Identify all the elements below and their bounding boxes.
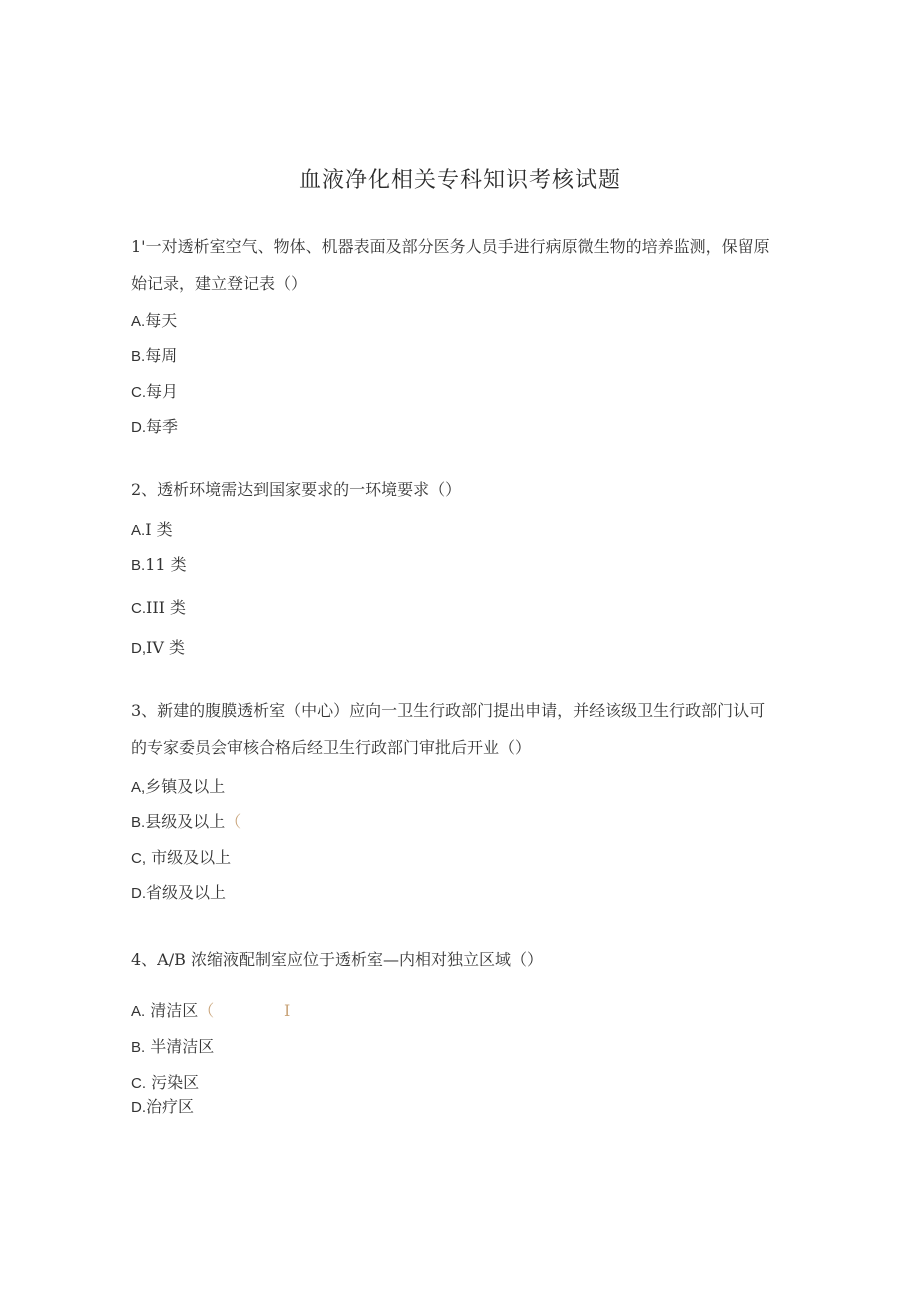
- option-text: 每季: [146, 417, 179, 436]
- option-letter: C.: [131, 600, 146, 617]
- question-2-option-b: [131, 555, 187, 576]
- stray-mark: （: [198, 1001, 215, 1020]
- option-text: 省级及以上: [146, 883, 227, 902]
- question-2-option-d: [131, 638, 185, 659]
- question-1-stem: 1'一对透析室空气、物体、机器表面及部分医务人员手进行病原微生物的培养监测，保留原始记录，建立登记表（）: [131, 237, 770, 293]
- option-letter: C,: [131, 850, 146, 867]
- question-3-option-b: [131, 812, 241, 833]
- option-letter: A.: [131, 313, 146, 330]
- question-4-option-c: [131, 1073, 199, 1094]
- option-text: 清洁区: [145, 1001, 199, 1020]
- option-text: 县级及以上: [145, 812, 226, 831]
- stray-mark: （: [225, 812, 242, 831]
- stray-mark: I: [284, 1001, 291, 1020]
- question-3-stem: 3、新建的腹膜透析室（中心）应向一卫生行政部门提出申请，并经该级卫生行政部门认可的专家委员会审核合格后经卫生行政部门审批后开业（）: [131, 701, 766, 757]
- question-3-option-a: [131, 777, 225, 798]
- option-letter: D.: [131, 419, 146, 436]
- option-text: III 类: [146, 598, 187, 617]
- page-title: 血液净化相关专科知识考核试题: [298, 168, 621, 193]
- question-1-option-d: [131, 417, 178, 438]
- question-1-option-a: [131, 311, 177, 332]
- question-2-stem: 2、透析环境需达到国家要求的一环境要求（）: [131, 480, 462, 499]
- option-text: 半清洁区: [145, 1037, 215, 1056]
- option-text: 市级及以上: [146, 848, 232, 867]
- question-4-option-d: [131, 1097, 194, 1118]
- option-letter: A.: [131, 522, 146, 539]
- question-3-option-c: [131, 848, 231, 869]
- option-letter: D.: [131, 885, 146, 902]
- option-text: I 类: [145, 520, 173, 539]
- option-letter: C.: [131, 384, 146, 401]
- option-text: 每月: [146, 382, 179, 401]
- option-letter: A.: [131, 1003, 146, 1020]
- option-letter: D.: [131, 1099, 146, 1116]
- question-4-stem: 4、A/B 浓缩液配制室应位于透析室—内相对独立区域（）: [131, 950, 543, 969]
- option-letter: B.: [131, 557, 146, 574]
- option-text: 污染区: [146, 1073, 200, 1092]
- option-text: 每天: [145, 311, 178, 330]
- option-text: 乡镇及以上: [145, 777, 226, 796]
- option-text: 每周: [145, 346, 178, 365]
- option-letter: A,: [131, 779, 146, 796]
- question-3-option-d: [131, 883, 226, 904]
- option-letter: B.: [131, 814, 146, 831]
- option-text: 11 类: [145, 555, 187, 574]
- question-4-option-b: [131, 1037, 214, 1058]
- question-1-option-c: [131, 382, 178, 403]
- option-letter: D,: [131, 640, 146, 657]
- option-letter: B.: [131, 1039, 146, 1056]
- option-letter: C.: [131, 1075, 146, 1092]
- question-2-option-c: [131, 598, 186, 619]
- question-2-option-a: [131, 520, 173, 541]
- option-letter: B.: [131, 348, 146, 365]
- option-text: 治疗区: [146, 1097, 195, 1116]
- question-1-option-b: [131, 346, 177, 367]
- option-text: IV 类: [146, 638, 185, 657]
- question-4-option-a: [131, 1001, 291, 1022]
